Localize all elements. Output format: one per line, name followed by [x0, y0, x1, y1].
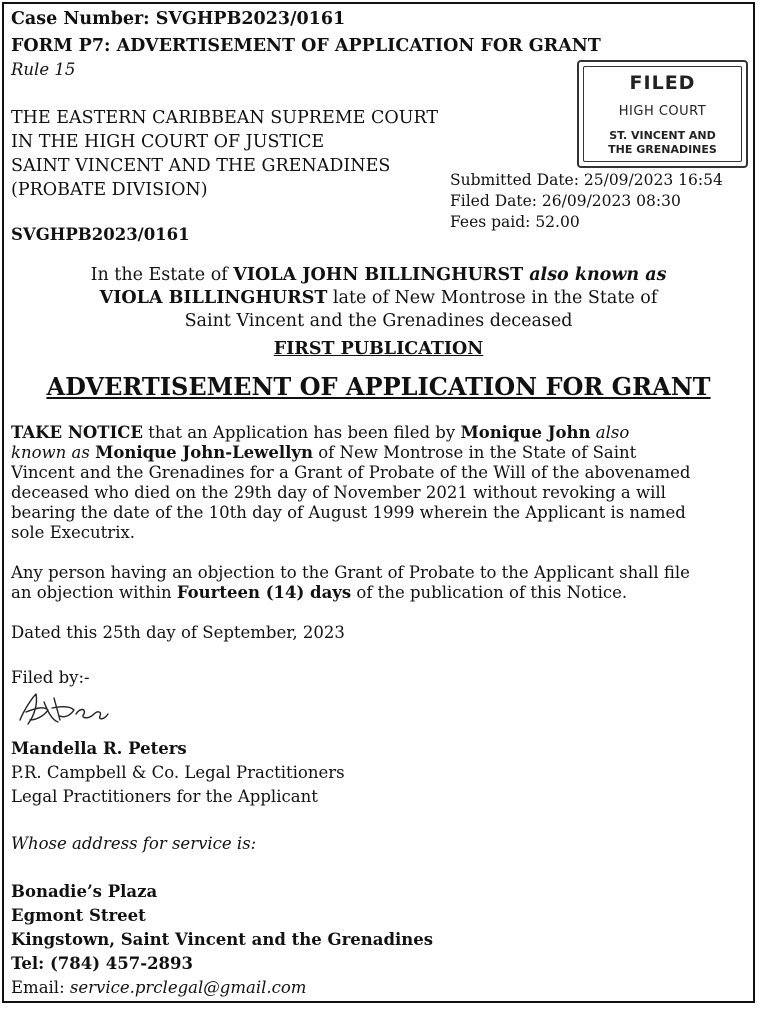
address-intro: Whose address for service is: — [11, 834, 257, 853]
stamp-court: HIGH COURT — [618, 104, 707, 119]
court-line-3: SAINT VINCENT AND THE GRENADINES — [11, 156, 391, 176]
court-line-2: IN THE HIGH COURT OF JUSTICE — [11, 132, 325, 152]
practitioner-name: Mandella R. Peters — [11, 739, 187, 758]
rule-ref: Rule 15 — [11, 60, 76, 79]
deceased-alt-name: VIOLA BILLINGHURST — [99, 288, 328, 308]
estate-line-1: In the Estate of VIOLA JOHN BILLINGHURST also known as — [90, 265, 667, 285]
practitioner-firm: P.R. Campbell & Co. Legal Practitioners — [11, 763, 345, 782]
objection-period: Fourteen (14) days — [176, 583, 352, 602]
stamp-place-2: THE GRENADINES — [608, 143, 717, 156]
applicant-name: Monique John — [460, 423, 591, 442]
objection-paragraph: Any person having an objection to the Grant of Probate to the Applicant shall file an objection within Fourteen (14) days of the publication of this Notice. — [11, 563, 690, 602]
court-line-1: THE EASTERN CARIBBEAN SUPREME COURT — [11, 108, 439, 128]
filed-by-label: Filed by:- — [11, 668, 90, 687]
email-line: Email: service.prclegal@gmail.com — [11, 978, 307, 997]
case-ref: SVGHPB2023/0161 — [11, 225, 190, 244]
take-notice: TAKE NOTICE — [11, 423, 143, 442]
main-heading: ADVERTISEMENT OF APPLICATION FOR GRANT — [46, 372, 711, 401]
notice-paragraph: TAKE NOTICE that an Application has been filed by Monique John also known as Monique John-Lewellyn of New Montrose in the State of Saint Vincent and the Grenadines for a Grant of Probate of the Will of the abovenamed deceased who died on the 29th day of November 2021 without revoking a will bearing the date of the 10th day of August 1999 wherein the Applicant is named sole Executrix. — [11, 423, 691, 542]
publication-label: FIRST PUBLICATION — [273, 339, 484, 359]
court-line-4: (PROBATE DIVISION) — [11, 180, 208, 200]
telephone: Tel: (784) 457-2893 — [11, 954, 193, 973]
address-line-2: Egmont Street — [11, 906, 146, 925]
address-line-3: Kingstown, Saint Vincent and the Grenadines — [11, 930, 434, 949]
email-address[interactable]: service.prclegal@gmail.com — [69, 978, 307, 997]
address-line-1: Bonadie’s Plaza — [11, 882, 158, 901]
case-number: Case Number: SVGHPB2023/0161 — [11, 9, 346, 29]
submitted-date: Submitted Date: 25/09/2023 16:54 — [450, 171, 723, 189]
practitioner-role: Legal Practitioners for the Applicant — [11, 787, 318, 806]
dated-line: Dated this 25th day of September, 2023 — [11, 623, 345, 642]
filed-stamp — [577, 60, 748, 168]
deceased-name: VIOLA JOHN BILLINGHURST — [233, 265, 524, 285]
applicant-alt-name: Monique John-Lewellyn — [95, 443, 313, 462]
form-title: FORM P7: ADVERTISEMENT OF APPLICATION FOR GRANT — [11, 36, 601, 56]
stamp-place-1: ST. VINCENT AND — [609, 129, 716, 142]
fees-paid: Fees paid: 52.00 — [450, 213, 580, 231]
signature-image — [14, 690, 114, 732]
estate-line-2: VIOLA BILLINGHURST late of New Montrose in the State of — [99, 288, 658, 308]
stamp-filed: FILED — [629, 72, 696, 94]
filed-date: Filed Date: 26/09/2023 08:30 — [450, 192, 681, 210]
estate-line-3: Saint Vincent and the Grenadines deceased — [184, 311, 573, 331]
